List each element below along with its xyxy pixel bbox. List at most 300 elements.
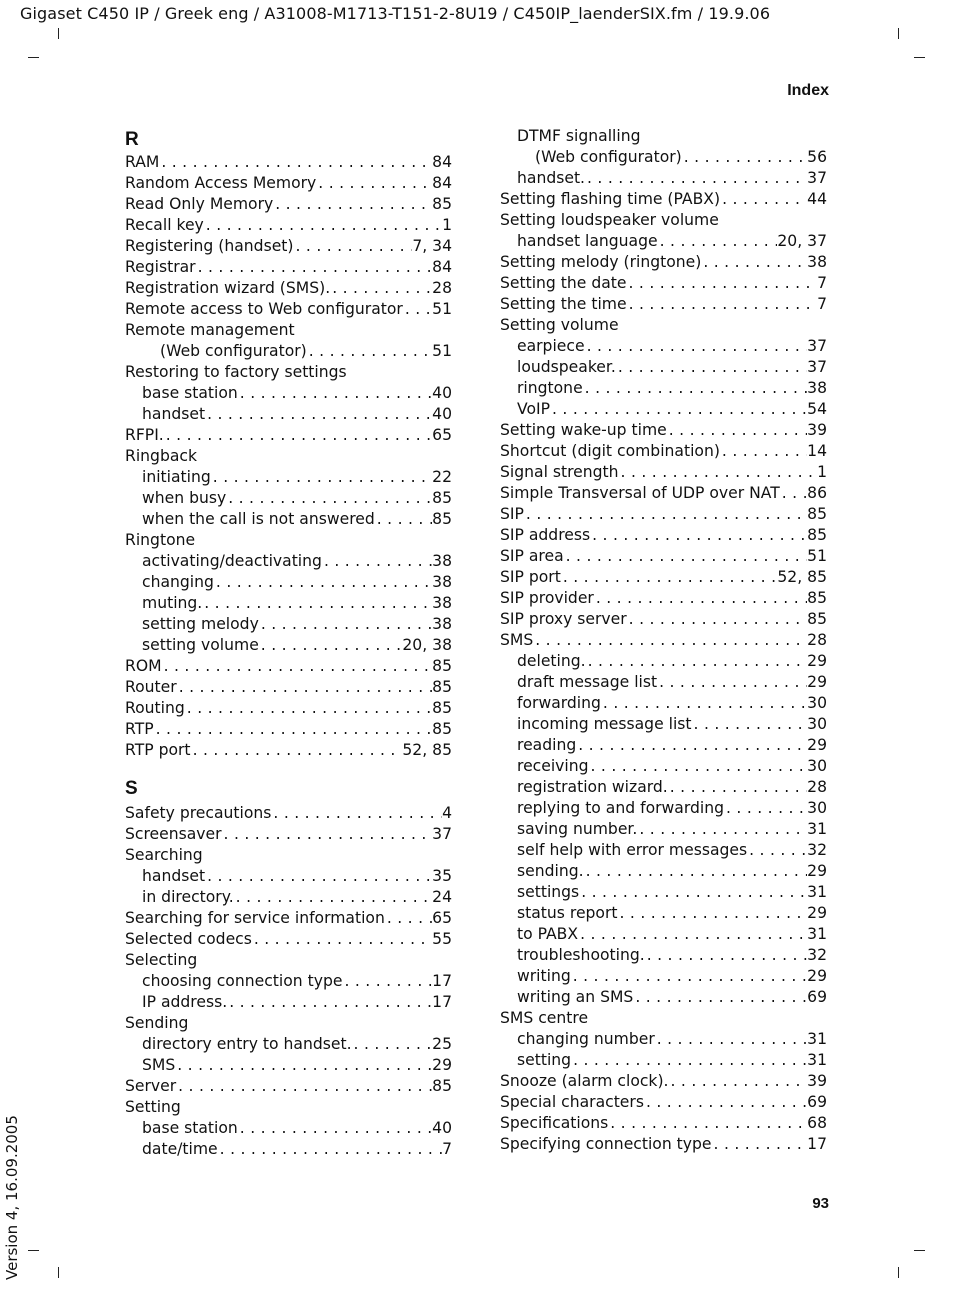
index-entry: [125, 236, 452, 257]
dot-leader: [627, 273, 818, 294]
index-entry: [125, 950, 452, 971]
index-entry: [125, 845, 452, 866]
index-entry: [500, 231, 827, 252]
index-column-left: [125, 127, 452, 1160]
dot-leader: [644, 1092, 807, 1113]
dot-leader: [576, 735, 807, 756]
index-entry: [500, 252, 827, 273]
index-entry-term: in directory.: [142, 888, 234, 906]
index-entry-term: Specifications: [500, 1114, 609, 1132]
section-title: Index: [787, 82, 829, 99]
index-entry-term: status report: [517, 904, 618, 922]
index-entry: [125, 551, 452, 572]
index-entry-term: reading: [517, 736, 577, 754]
index-entry: [125, 1034, 452, 1055]
index-entry-term: when busy: [142, 489, 227, 507]
index-entry-pages: 31: [807, 1030, 827, 1048]
index-entry: [500, 462, 827, 483]
index-entry-term: RTP: [125, 720, 154, 738]
index-entry: [500, 966, 827, 987]
index-entry: [500, 168, 827, 189]
index-entry-term: Recall key: [125, 216, 204, 234]
index-entry-term: activating/deactivating: [142, 552, 322, 570]
index-entry: [500, 756, 827, 777]
index-entry-term: Searching: [125, 846, 203, 864]
index-entry: [500, 147, 827, 168]
index-entry: [125, 824, 452, 845]
index-entry-term: Setting the time: [500, 295, 627, 313]
index-entry-pages: 85: [432, 510, 452, 528]
index-entry-pages: 37: [807, 169, 827, 187]
dot-leader: [164, 425, 432, 446]
index-entry-pages: 40: [432, 384, 452, 402]
dot-leader: [238, 383, 432, 404]
index-entry-pages: 84: [432, 153, 452, 171]
index-entry: [500, 504, 827, 525]
index-entry-pages: 31: [807, 1051, 827, 1069]
index-entry-pages: 29: [807, 904, 827, 922]
index-entry-term: (Web configurator): [535, 148, 682, 166]
index-entry: [500, 1134, 827, 1155]
index-entry: [500, 693, 827, 714]
dot-leader: [571, 966, 807, 987]
index-entry: [500, 1029, 827, 1050]
index-entry-pages: 51: [432, 342, 452, 360]
index-entry: [125, 257, 452, 278]
index-entry: [500, 315, 827, 336]
index-entry-term: directory entry to handset.: [142, 1035, 352, 1053]
crop-mark-bottom-right-vertical: [898, 1267, 899, 1278]
index-entry: [500, 882, 827, 903]
index-entry-term: handset language: [517, 232, 658, 250]
dot-leader: [601, 693, 807, 714]
index-entry-pages: 31: [807, 820, 827, 838]
dot-leader: [159, 152, 432, 173]
dot-leader: [586, 651, 808, 672]
index-entry-term: SIP address: [500, 526, 591, 544]
index-entry-term: Setting the date: [500, 274, 627, 292]
index-entry: [500, 126, 827, 147]
dot-leader: [316, 173, 432, 194]
index-entry: [125, 1013, 452, 1034]
index-entry-term: ROM: [125, 657, 162, 675]
index-entry-pages: 85: [807, 589, 827, 607]
index-entry-pages: 35: [432, 867, 452, 885]
dot-leader: [322, 551, 432, 572]
index-entry-pages: 17: [432, 993, 452, 1011]
index-entry: [125, 173, 452, 194]
index-entry-pages: 22: [432, 468, 452, 486]
index-entry: [500, 1092, 827, 1113]
index-entry-pages: 38: [432, 615, 452, 633]
dot-leader: [658, 231, 778, 252]
index-entry: [125, 1097, 452, 1118]
dot-leader: [747, 840, 807, 861]
index-entry-term: RFPI.: [125, 426, 164, 444]
index-entry: [125, 803, 452, 824]
index-entry-pages: 31: [807, 883, 827, 901]
index-entry-term: Snooze (alarm clock).: [500, 1072, 669, 1090]
index-entry-term: Setting melody (ringtone): [500, 253, 702, 271]
index-entry-term: settings: [517, 883, 580, 901]
index-entry-term: SIP port: [500, 568, 561, 586]
index-entry: [125, 446, 452, 467]
index-entry-term: earpiece: [517, 337, 585, 355]
dot-leader: [342, 971, 432, 992]
index-entry: [125, 488, 452, 509]
index-entry-pages: 32: [807, 841, 827, 859]
dot-leader: [252, 929, 432, 950]
dot-leader: [202, 593, 432, 614]
dot-leader: [578, 924, 807, 945]
dot-leader: [176, 1076, 432, 1097]
dot-leader: [627, 294, 818, 315]
index-entry: [125, 530, 452, 551]
dot-leader: [692, 714, 808, 735]
dot-leader: [385, 908, 432, 929]
index-entry-pages: 30: [807, 757, 827, 775]
dot-leader: [533, 630, 807, 651]
index-letter-heading: R: [125, 129, 139, 150]
index-entry-pages: 85: [432, 195, 452, 213]
index-entry: [500, 210, 827, 231]
dot-leader: [720, 441, 807, 462]
index-entry-term: Safety precautions: [125, 804, 272, 822]
index-entry-pages: 37: [807, 358, 827, 376]
index-entry-pages: 38: [807, 379, 827, 397]
index-entry-pages: 40: [432, 1119, 452, 1137]
index-entry-pages: 84: [432, 174, 452, 192]
index-entry: [125, 467, 452, 488]
dot-leader: [524, 504, 807, 525]
index-entry-term: loudspeaker.: [517, 358, 616, 376]
index-entry: [500, 1071, 827, 1092]
dot-leader: [234, 887, 432, 908]
dot-leader: [585, 168, 807, 189]
index-entry-term: draft message list: [517, 673, 658, 691]
crop-mark-top-right-vertical: [898, 28, 899, 39]
index-entry-pages: 29: [807, 862, 827, 880]
index-letter-heading: S: [125, 778, 138, 799]
index-entry: [125, 341, 452, 362]
index-entry-term: Signal strength: [500, 463, 619, 481]
index-entry: [125, 719, 452, 740]
index-entry: [500, 189, 827, 210]
index-entry-term: Ringtone: [125, 531, 196, 549]
dot-leader: [154, 719, 433, 740]
index-entry-term: setting: [517, 1051, 572, 1069]
index-entry-pages: 85: [432, 1077, 452, 1095]
index-entry-term: Searching for service information: [125, 909, 385, 927]
index-entry: [125, 320, 452, 341]
dot-leader: [226, 488, 432, 509]
index-entry: [125, 215, 452, 236]
index-entry: [500, 777, 827, 798]
index-entry-pages: 52, 85: [777, 568, 827, 586]
crop-mark-bottom-left-vertical: [58, 1267, 59, 1278]
dot-leader: [619, 462, 818, 483]
index-entry-pages: 37: [807, 337, 827, 355]
index-entry-pages: 52, 85: [402, 741, 452, 759]
index-entry-term: Setting volume: [500, 316, 619, 334]
dot-leader: [218, 1139, 442, 1160]
index-entry: [125, 929, 452, 950]
index-entry: [500, 525, 827, 546]
index-entry-term: Read Only Memory: [125, 195, 274, 213]
dot-leader: [273, 194, 432, 215]
index-entry-pages: 24: [432, 888, 452, 906]
index-entry-term: VoIP: [517, 400, 550, 418]
index-entry-pages: 55: [432, 930, 452, 948]
crop-mark-top-left-vertical: [58, 28, 59, 39]
dot-leader: [571, 1050, 807, 1071]
index-entry-term: setting volume: [142, 636, 259, 654]
index-entry-term: registration wizard.: [517, 778, 668, 796]
index-entry-term: setting melody: [142, 615, 259, 633]
index-entry-pages: 85: [807, 610, 827, 628]
dot-leader: [162, 656, 433, 677]
index-entry-term: Setting: [125, 1098, 181, 1116]
index-entry-pages: 7, 34: [412, 237, 452, 255]
index-entry-pages: 25: [432, 1035, 452, 1053]
dot-leader: [375, 509, 432, 530]
index-entry-term: SIP proxy server: [500, 610, 627, 628]
index-entry: [500, 588, 827, 609]
dot-leader: [712, 1134, 808, 1155]
dot-leader: [655, 1029, 807, 1050]
index-entry-term: Remote access to Web configurator: [125, 300, 403, 318]
index-entry: [500, 399, 827, 420]
dot-leader: [637, 819, 807, 840]
index-entry-pages: 1: [817, 463, 827, 481]
dot-leader: [211, 467, 432, 488]
index-entry: [500, 546, 827, 567]
index-entry-pages: 69: [807, 988, 827, 1006]
dot-leader: [196, 257, 433, 278]
index-entry-term: Routing: [125, 699, 185, 717]
index-entry-term: Random Access Memory: [125, 174, 317, 192]
index-entry-term: SMS: [142, 1056, 176, 1074]
dot-leader: [175, 1055, 432, 1076]
index-entry: [125, 383, 452, 404]
index-entry: [500, 420, 827, 441]
dot-leader: [550, 399, 807, 420]
index-entry-term: Ringback: [125, 447, 198, 465]
index-entry: [500, 609, 827, 630]
index-entry-pages: 85: [432, 489, 452, 507]
dot-leader: [259, 614, 432, 635]
index-entry: [125, 362, 452, 383]
version-label: Version 4, 16.09.2005: [3, 1115, 21, 1280]
index-entry: [125, 425, 452, 446]
index-entry-term: SIP area: [500, 547, 564, 565]
index-entry-pages: 85: [807, 505, 827, 523]
index-entry: [500, 441, 827, 462]
dot-leader: [294, 236, 413, 257]
index-entry-term: Shortcut (digit combination): [500, 442, 720, 460]
index-entry-pages: 28: [807, 631, 827, 649]
dot-leader: [177, 677, 432, 698]
index-entry-term: changing number: [517, 1030, 655, 1048]
index-entry-term: Setting loudspeaker volume: [500, 211, 719, 229]
index-entry: [500, 924, 827, 945]
index-entry-term: Selecting: [125, 951, 198, 969]
index-entry-term: SIP: [500, 505, 524, 523]
index-entry-pages: 40: [432, 405, 452, 423]
index-entry-pages: 1: [442, 216, 452, 234]
dot-leader: [271, 803, 442, 824]
index-entry-pages: 29: [807, 652, 827, 670]
index-entry: [125, 992, 452, 1013]
index-entry-term: Router: [125, 678, 177, 696]
index-entry-term: base station: [142, 1119, 238, 1137]
index-entry: [125, 1139, 452, 1160]
dot-leader: [579, 882, 807, 903]
dot-leader: [352, 1034, 433, 1055]
dot-leader: [585, 336, 808, 357]
index-entry-pages: 85: [807, 526, 827, 544]
index-entry-pages: 44: [807, 190, 827, 208]
index-entry-pages: 4: [442, 804, 452, 822]
index-entry-term: Specifying connection type: [500, 1135, 712, 1153]
index-entry-term: handset.: [517, 169, 586, 187]
index-entry: [125, 740, 452, 761]
index-entry-pages: 28: [807, 778, 827, 796]
index-entry-pages: 65: [432, 426, 452, 444]
dot-leader: [330, 278, 432, 299]
index-entry-pages: 85: [432, 657, 452, 675]
index-entry-pages: 20, 37: [777, 232, 827, 250]
index-entry: [125, 1076, 452, 1097]
index-entry-term: when the call is not answered: [142, 510, 375, 528]
index-entry-pages: 17: [807, 1135, 827, 1153]
dot-leader: [616, 357, 807, 378]
index-entry-term: RAM: [125, 153, 160, 171]
header-meta-line: Gigaset C450 IP / Greek eng / A31008-M1713-T151-2-8U19 / C450IP_laenderSIX.fm / 19.9.06: [20, 4, 771, 23]
index-entry-term: Setting flashing time (PABX): [500, 190, 721, 208]
index-entry-pages: 69: [807, 1093, 827, 1111]
index-entry: [500, 273, 827, 294]
index-entry: [500, 798, 827, 819]
index-entry-term: initiating: [142, 468, 211, 486]
index-entry-pages: 7: [817, 295, 827, 313]
index-entry: [125, 278, 452, 299]
index-entry-pages: 29: [807, 967, 827, 985]
index-entry-pages: 28: [432, 279, 452, 297]
index-entry-term: SIP provider: [500, 589, 594, 607]
index-entry-pages: 85: [432, 678, 452, 696]
index-entry-term: base station: [142, 384, 238, 402]
dot-leader: [259, 635, 403, 656]
index-entry-term: muting.: [142, 594, 203, 612]
dot-leader: [214, 572, 432, 593]
dot-leader: [645, 945, 807, 966]
index-entry: [125, 194, 452, 215]
dot-leader: [618, 903, 808, 924]
dot-leader: [222, 824, 433, 845]
index-entry-term: Registering (handset): [125, 237, 294, 255]
index-entry: [500, 651, 827, 672]
dot-leader: [780, 483, 807, 504]
index-entry-term: Restoring to factory settings: [125, 363, 347, 381]
index-entry-term: SMS: [500, 631, 534, 649]
index-entry-term: Simple Transversal of UDP over NAT: [500, 484, 780, 502]
dot-leader: [205, 404, 432, 425]
index-entry: [500, 714, 827, 735]
index-entry-term: changing: [142, 573, 214, 591]
index-entry: [125, 887, 452, 908]
index-entry: [125, 593, 452, 614]
index-entry-term: deleting.: [517, 652, 586, 670]
dot-leader: [307, 341, 432, 362]
index-entry-term: SMS centre: [500, 1009, 589, 1027]
index-entry: [125, 614, 452, 635]
dot-leader: [204, 215, 442, 236]
index-entry-pages: 17: [432, 972, 452, 990]
index-entry: [125, 635, 452, 656]
dot-leader: [669, 1071, 808, 1092]
index-entry-pages: 39: [807, 1072, 827, 1090]
index-entry: [500, 1008, 827, 1029]
index-entry: [500, 483, 827, 504]
index-entry: [500, 735, 827, 756]
index-entry-pages: 20, 38: [402, 636, 452, 654]
index-entry-term: writing an SMS: [517, 988, 634, 1006]
index-entry-pages: 14: [807, 442, 827, 460]
index-entry-pages: 30: [807, 799, 827, 817]
index-entry: [125, 299, 452, 320]
index-entry-term: IP address.: [142, 993, 228, 1011]
index-entry-term: handset: [142, 405, 206, 423]
index-entry-pages: 31: [807, 925, 827, 943]
index-entry-term: troubleshooting.: [517, 946, 645, 964]
dot-leader: [561, 567, 778, 588]
index-entry: [125, 509, 452, 530]
index-entry: [500, 378, 827, 399]
index-entry-term: choosing connection type: [142, 972, 343, 990]
index-entry: [125, 677, 452, 698]
index-entry-pages: 30: [807, 694, 827, 712]
index-entry-term: (Web configurator): [160, 342, 307, 360]
index-entry: [125, 971, 452, 992]
dot-leader: [185, 698, 432, 719]
index-entry-term: DTMF signalling: [517, 127, 641, 145]
dot-leader: [668, 777, 807, 798]
index-entry: [500, 903, 827, 924]
index-entry-term: to PABX: [517, 925, 579, 943]
index-entry-pages: 29: [432, 1056, 452, 1074]
index-entry-term: saving number.: [517, 820, 638, 838]
index-entry-pages: 32: [807, 946, 827, 964]
index-entry-pages: 56: [807, 148, 827, 166]
index-entry-term: ringtone: [517, 379, 583, 397]
index-entry-pages: 85: [432, 720, 452, 738]
dot-leader: [589, 756, 808, 777]
index-entry-pages: 84: [432, 258, 452, 276]
index-entry-term: incoming message list: [517, 715, 692, 733]
dot-leader: [594, 588, 807, 609]
index-entry: [500, 861, 827, 882]
index-entry: [125, 404, 452, 425]
index-entry-pages: 29: [807, 673, 827, 691]
dot-leader: [701, 252, 807, 273]
dot-leader: [403, 299, 432, 320]
index-entry-term: Sending: [125, 1014, 189, 1032]
index-entry-pages: 54: [807, 400, 827, 418]
index-entry-term: sending.: [517, 862, 584, 880]
index-entry-pages: 38: [432, 594, 452, 612]
dot-leader: [584, 861, 808, 882]
